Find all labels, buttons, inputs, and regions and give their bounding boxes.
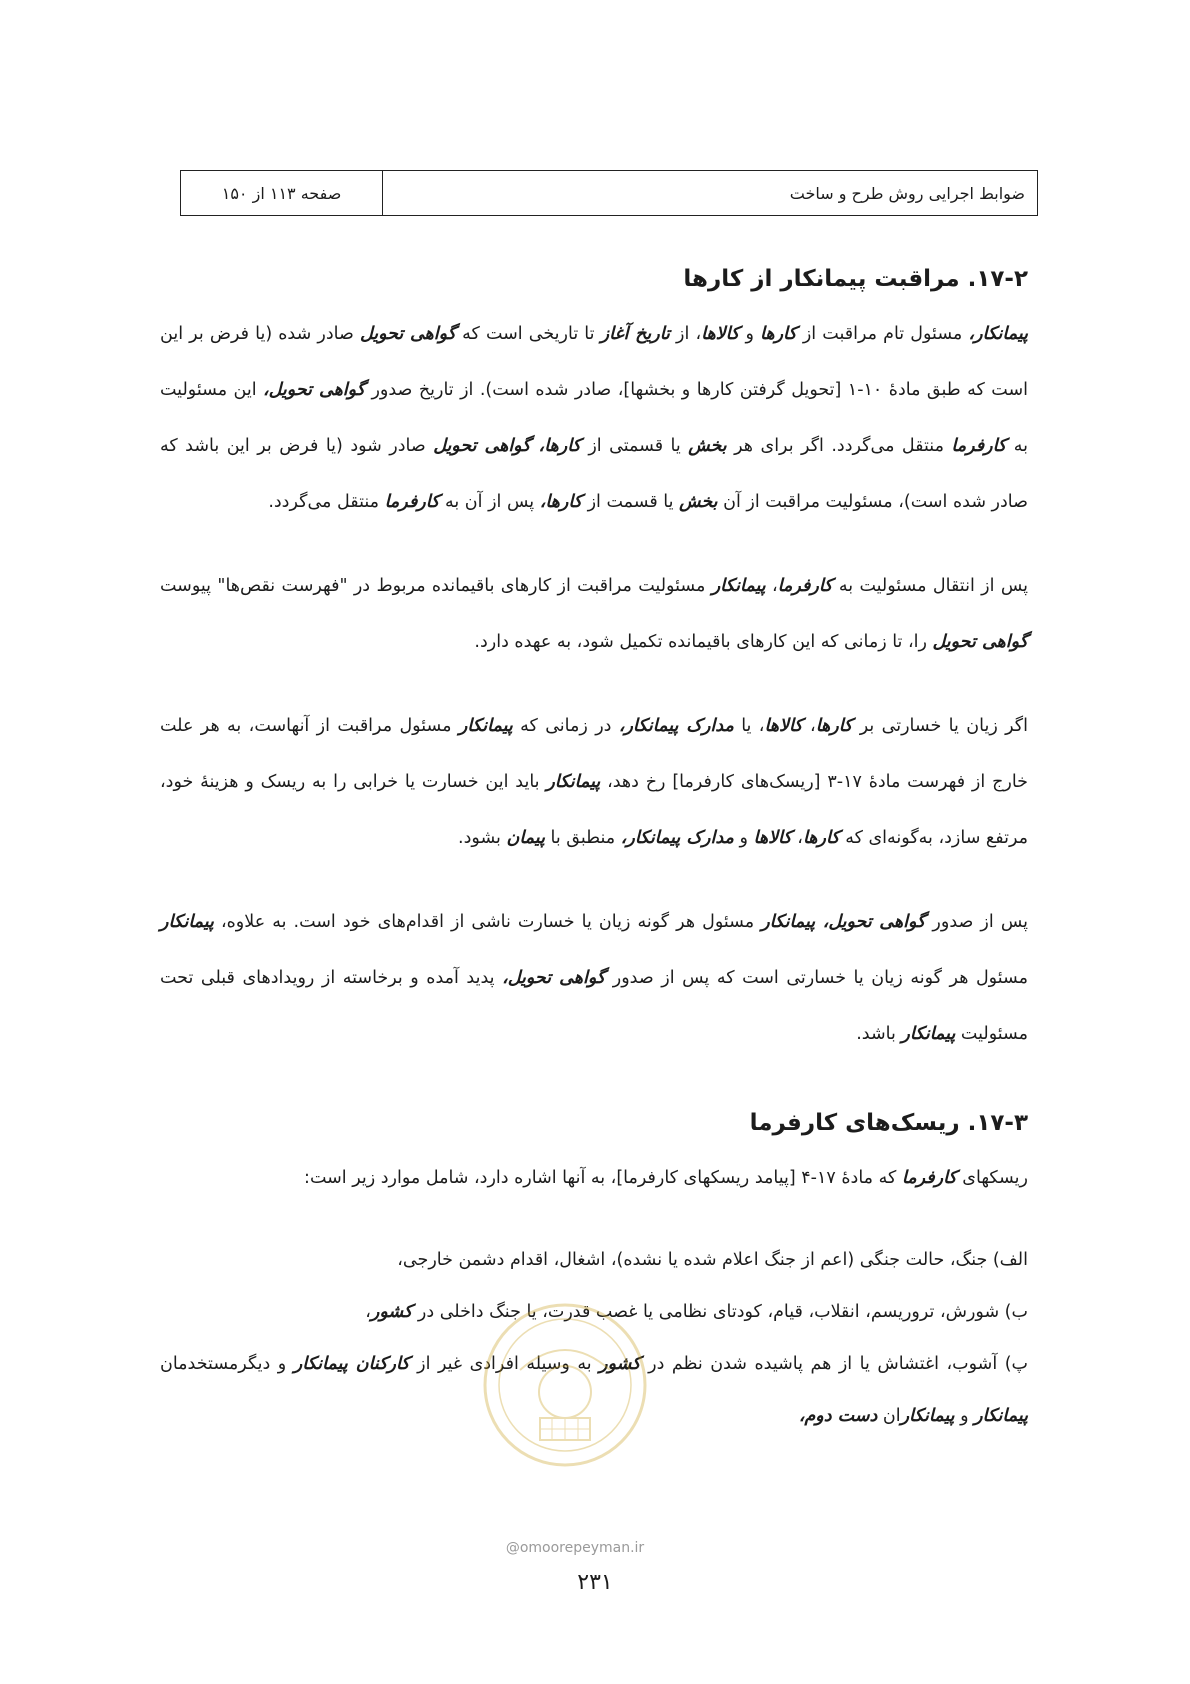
text: اگر زیان یا خسارتی بر <box>852 716 1028 736</box>
term: پیمان <box>506 828 545 848</box>
text: ب) شورش، تروریسم، انقلاب، قیام، کودتای نظامی یا غصب قدرت، یا جنگ داخلی در <box>412 1302 1028 1322</box>
text: مسئول مراقبت از آنهاست، به هر علت خارج از فهرست مادۀ ۱۷-۳ [ریسک‌های کارفرما] رخ دهد، <box>160 716 1028 792</box>
text: و <box>733 828 754 848</box>
term: پیمانکار <box>974 1406 1028 1426</box>
text: باشد. <box>856 1024 902 1044</box>
paragraph-2 <box>160 558 1028 670</box>
text: ، <box>365 1302 371 1322</box>
term: کشور <box>599 1354 641 1374</box>
term: گواهی تحویل، <box>263 380 366 400</box>
term: کارها، <box>539 492 583 512</box>
list-item-a <box>160 1234 1028 1286</box>
term: پیمانکار <box>546 772 601 792</box>
list-item-b <box>160 1286 1028 1338</box>
text: تا تاریخی است که <box>456 324 601 344</box>
term: کارکنان پیمانکار <box>293 1354 410 1374</box>
term: پیمانکار <box>711 576 766 596</box>
term: گواهی تحویل، پیمانکار <box>761 912 926 932</box>
paragraph-4 <box>160 894 1028 1062</box>
term: پیمانکار <box>901 1024 956 1044</box>
text: ، <box>765 576 778 596</box>
text: منطبق با <box>544 828 621 848</box>
term: گواهی تحویل، <box>502 968 606 988</box>
text: پدید آمده و برخاسته از رویدادهای قبلی تحت مسئولیت <box>160 968 1028 1044</box>
watermark-url: @omoorepeyman.ir <box>505 1540 645 1556</box>
page-info: صفحه ۱۱۳ از ۱۵۰ <box>181 171 383 215</box>
text: در زمانی که <box>512 716 619 736</box>
text: ، <box>802 716 816 736</box>
section-heading-17-3: ۱۷-۳. ریسک‌های کارفرما <box>749 1110 1028 1136</box>
term: بخش <box>688 436 727 456</box>
text: یا قسمت از <box>582 492 680 512</box>
term: کارفرما <box>951 436 1007 456</box>
text: و <box>739 324 761 344</box>
text: منتقل می‌گردد. <box>268 492 385 512</box>
term: پیمانکار، <box>968 324 1029 344</box>
text: مسئول هر گونه زیان یا خسارت ناشی از اقدام‌های خود است. به علاوه، <box>213 912 762 932</box>
text: صادر شود (یا فرض بر این باشد که صادر شده است)، مسئولیت مراقبت از آن <box>160 436 1028 512</box>
term: کالاها <box>753 828 792 848</box>
term: کالاها <box>764 716 803 736</box>
section-heading-17-2: ۱۷-۲. مراقبت پیمانکار از کارها <box>683 266 1028 292</box>
paragraph-1 <box>160 306 1028 530</box>
text: این مسئولیت به <box>160 380 1028 456</box>
text: ریسکهای <box>956 1168 1028 1188</box>
text: پس از آن به <box>439 492 540 512</box>
term: مدارک پیمانکار، <box>618 716 734 736</box>
text: ، یا <box>733 716 765 736</box>
text: مسئول تام مراقبت از <box>796 324 969 344</box>
text: یا قسمتی از <box>580 436 689 456</box>
text: بشود. <box>458 828 507 848</box>
text: پس از انتقال مسئولیت به <box>832 576 1029 596</box>
page-number: ۲۳۱ <box>577 1570 613 1595</box>
term: بخش <box>679 492 718 512</box>
main-content <box>160 262 1028 1442</box>
term: کارها <box>815 716 853 736</box>
text: مسئولیت مراقبت از کارهای باقیمانده مربوط در "فهرست نقص‌ها" پیوست <box>160 576 712 596</box>
text: را، تا زمانی که این کارهای باقیمانده تکمیل شود، به عهده دارد. <box>474 632 933 652</box>
term: گواهی تحویل <box>359 324 456 344</box>
text: صادر شده (یا فرض بر این است که طبق مادۀ ۱۰-۱ [تحویل گرفتن کارها و بخشها]، صادر شده است). از تاریخ صدور <box>160 324 1028 400</box>
text: ان <box>877 1406 901 1426</box>
text: مسئول هر گونه زیان یا خسارتی است که پس از صدور <box>605 968 1028 988</box>
text: به وسیله افرادی غیر از <box>409 1354 600 1374</box>
text: و دیگرمستخدمان <box>160 1354 294 1374</box>
text: الف) جنگ، حالت جنگی (اعم از جنگ اعلام شده یا نشده)، اشغال، اقدام دشمن خارجی، <box>397 1250 1028 1270</box>
term: کشور <box>370 1302 413 1322</box>
text: ، <box>791 828 803 848</box>
term: کارها <box>802 828 840 848</box>
term: کارها، گواهی تحویل <box>433 436 581 456</box>
text: ، از <box>669 324 702 344</box>
term: مدارک پیمانکار، <box>620 828 734 848</box>
text: که مادۀ ۱۷-۴ [پیامد ریسکهای کارفرما]، به آنها اشاره دارد، شامل موارد زیر است: <box>304 1168 902 1188</box>
term: کالاها <box>701 324 740 344</box>
term: کارفرما <box>384 492 440 512</box>
term: کارها <box>760 324 797 344</box>
paragraph-3 <box>160 698 1028 866</box>
term: دست دوم، <box>798 1406 878 1426</box>
text: منتقل می‌گردد. اگر برای هر <box>726 436 952 456</box>
text: پس از صدور <box>925 912 1028 932</box>
page-header-table <box>180 170 1038 216</box>
list-item-c <box>160 1338 1028 1442</box>
text: و <box>954 1406 975 1426</box>
employer-risks-list <box>160 1234 1028 1442</box>
term: گواهی تحویل <box>932 632 1028 652</box>
term: پیمانکار <box>900 1406 955 1426</box>
term: کارفرما <box>777 576 833 596</box>
term: پیمانکار <box>160 912 214 932</box>
text: باید این خسارت یا خرابی را به ریسک و هزینۀ خود، مرتفع سازد، به‌گونه‌ای که <box>160 772 1028 848</box>
document-title: ضوابط اجرایی روش طرح و ساخت <box>789 183 1025 203</box>
term: کارفرما <box>901 1168 957 1188</box>
term: پیمانکار <box>458 716 513 736</box>
section-3-intro <box>160 1150 1028 1206</box>
term: تاریخ آغاز <box>600 324 670 344</box>
text: پ) آشوب، اغتشاش یا از هم پاشیده شدن نظم در <box>640 1354 1029 1374</box>
